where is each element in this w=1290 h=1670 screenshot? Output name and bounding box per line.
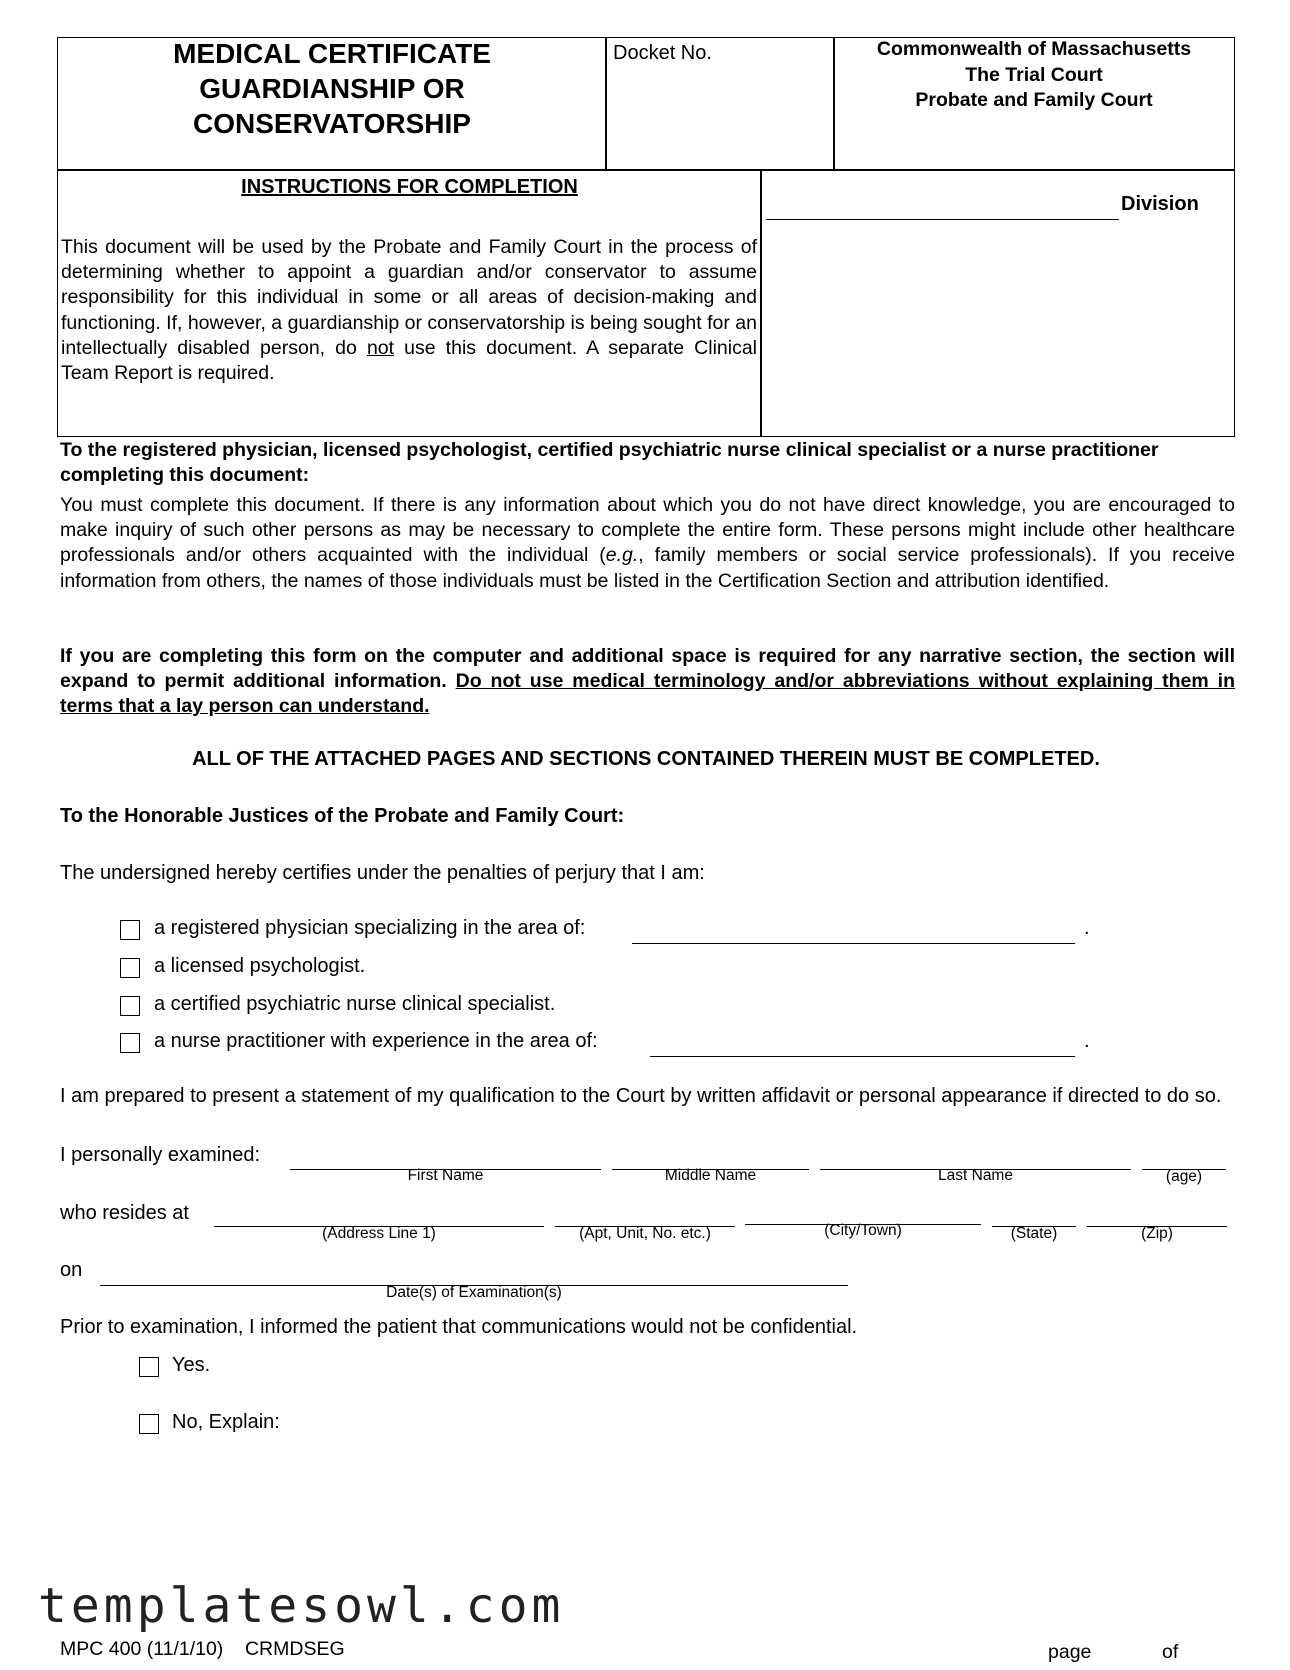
certifies-statement: The undersigned hereby certifies under the penalties of perjury that I am: <box>60 862 705 884</box>
division-field[interactable] <box>766 219 1119 220</box>
last-name-caption: Last Name <box>938 1167 1013 1184</box>
form-title-line: GUARDIANSHIP OR <box>199 73 465 104</box>
role-nurse-specialist-label: a certified psychiatric nurse clinical specialist. <box>154 993 556 1015</box>
apt-unit-caption: (Apt, Unit, No. etc.) <box>579 1225 711 1242</box>
city-town-caption: (City/Town) <box>824 1222 902 1239</box>
page-label: page <box>1048 1641 1092 1663</box>
confidential-yes-checkbox[interactable] <box>139 1357 159 1377</box>
first-name-caption: First Name <box>407 1167 484 1184</box>
of-label: of <box>1162 1641 1179 1663</box>
practitioner-body-text: , family members or social service professionals). If you receive information from others, the names of those individuals must be listed in the Certification Section and attribution identified. <box>60 544 1235 592</box>
all-pages-notice: ALL OF THE ATTACHED PAGES AND SECTIONS CONTAINED THEREIN MUST BE COMPLETED. <box>192 748 1100 770</box>
computer-note-text: If you are completing this form on the computer and additional space is required for any narrative section, the section will expand to permit additional information. <box>60 645 1235 693</box>
instructions-body-text: This document will be used by the Probate and Family Court in the process of determining whether to appoint a guardian and/or conservator to assume responsibility for this individual in some or all areas of decision-making and functioning. If, however, a guardianship or conservatorship is being sought for an intellectually disabled person, do <box>61 236 757 359</box>
instructions-body <box>61 235 757 386</box>
instructions-body-text: use this document. A separate Clinical Team Report is required. <box>61 336 758 385</box>
role-nurse-specialist-checkbox[interactable] <box>120 996 140 1016</box>
division-label: Division <box>1121 193 1199 215</box>
age-caption: (age) <box>1165 1168 1203 1185</box>
role-physician-checkbox[interactable] <box>120 920 140 940</box>
role-nurse-practitioner-checkbox[interactable] <box>120 1033 140 1053</box>
practitioner-eg: e.g. <box>605 544 639 567</box>
middle-name-caption: Middle Name <box>664 1167 757 1184</box>
state-caption: (State) <box>1010 1225 1058 1242</box>
form-id: MPC 400 (11/1/10) CRMDSEG <box>60 1638 345 1660</box>
zip-caption: (Zip) <box>1141 1225 1173 1242</box>
physician-specialty-field[interactable] <box>632 943 1075 944</box>
confidential-yes-label: Yes. <box>172 1354 211 1376</box>
computer-note <box>60 644 1235 720</box>
computer-note-warning: Do not use medical terminology and/or abbreviations without explaining them in terms that a lay person can understand. <box>60 670 1235 718</box>
form-title-line: CONSERVATORSHIP <box>193 108 471 139</box>
honorable-heading: To the Honorable Justices of the Probate and Family Court: <box>60 805 625 827</box>
role-psychologist-checkbox[interactable] <box>120 958 140 978</box>
on-label: on <box>60 1259 83 1281</box>
court-line: The Trial Court <box>965 63 1103 86</box>
period: . <box>1084 1030 1090 1052</box>
examined-label: I personally examined: <box>60 1144 261 1166</box>
practitioner-body <box>60 493 1235 594</box>
court-name <box>833 37 1235 114</box>
instructions-heading: INSTRUCTIONS FOR COMPLETION <box>241 176 578 198</box>
court-line: Probate and Family Court <box>915 89 1153 111</box>
practitioner-heading: To the registered physician, licensed psychologist, certified psychiatric nurse clinical specialist or a nurse practitioner completing this document: <box>60 439 1159 487</box>
confidential-no-checkbox[interactable] <box>139 1414 159 1434</box>
role-nurse-practitioner-label: a nurse practitioner with experience in the area of: <box>154 1030 598 1052</box>
resides-label: who resides at <box>60 1202 189 1224</box>
nurse-practitioner-area-field[interactable] <box>650 1056 1075 1057</box>
practitioner-body-text: You must complete this document. If there is any information about which you do not have direct knowledge, you are encouraged to make inquiry of such other persons as may be necessary to complete the entire form. These persons might include other healthcare professionals and/or others acquainted with the individual ( <box>60 494 1235 567</box>
confidential-no-label: No, Explain: <box>172 1411 280 1433</box>
form-title-line: MEDICAL CERTIFICATE <box>173 38 491 69</box>
docket-label: Docket No. <box>613 42 712 64</box>
confidentiality-question: Prior to examination, I informed the patient that communications would not be confidential. <box>60 1316 858 1338</box>
instructions-not: not <box>366 336 395 359</box>
role-physician-label: a registered physician specializing in the area of: <box>154 917 586 939</box>
address-line1-caption: (Address Line 1) <box>322 1225 436 1242</box>
examination-date-caption: Date(s) of Examination(s) <box>386 1284 562 1301</box>
form-title <box>57 36 607 141</box>
role-psychologist-label: a licensed psychologist. <box>154 955 366 977</box>
period: . <box>1084 917 1090 939</box>
court-line: Commonwealth of Massachusetts <box>876 38 1192 60</box>
watermark-logo: templatesowl.com <box>38 1578 565 1634</box>
qualification-statement: I am prepared to present a statement of my qualification to the Court by written affidavit or personal appearance if directed to do so. <box>60 1085 1222 1107</box>
